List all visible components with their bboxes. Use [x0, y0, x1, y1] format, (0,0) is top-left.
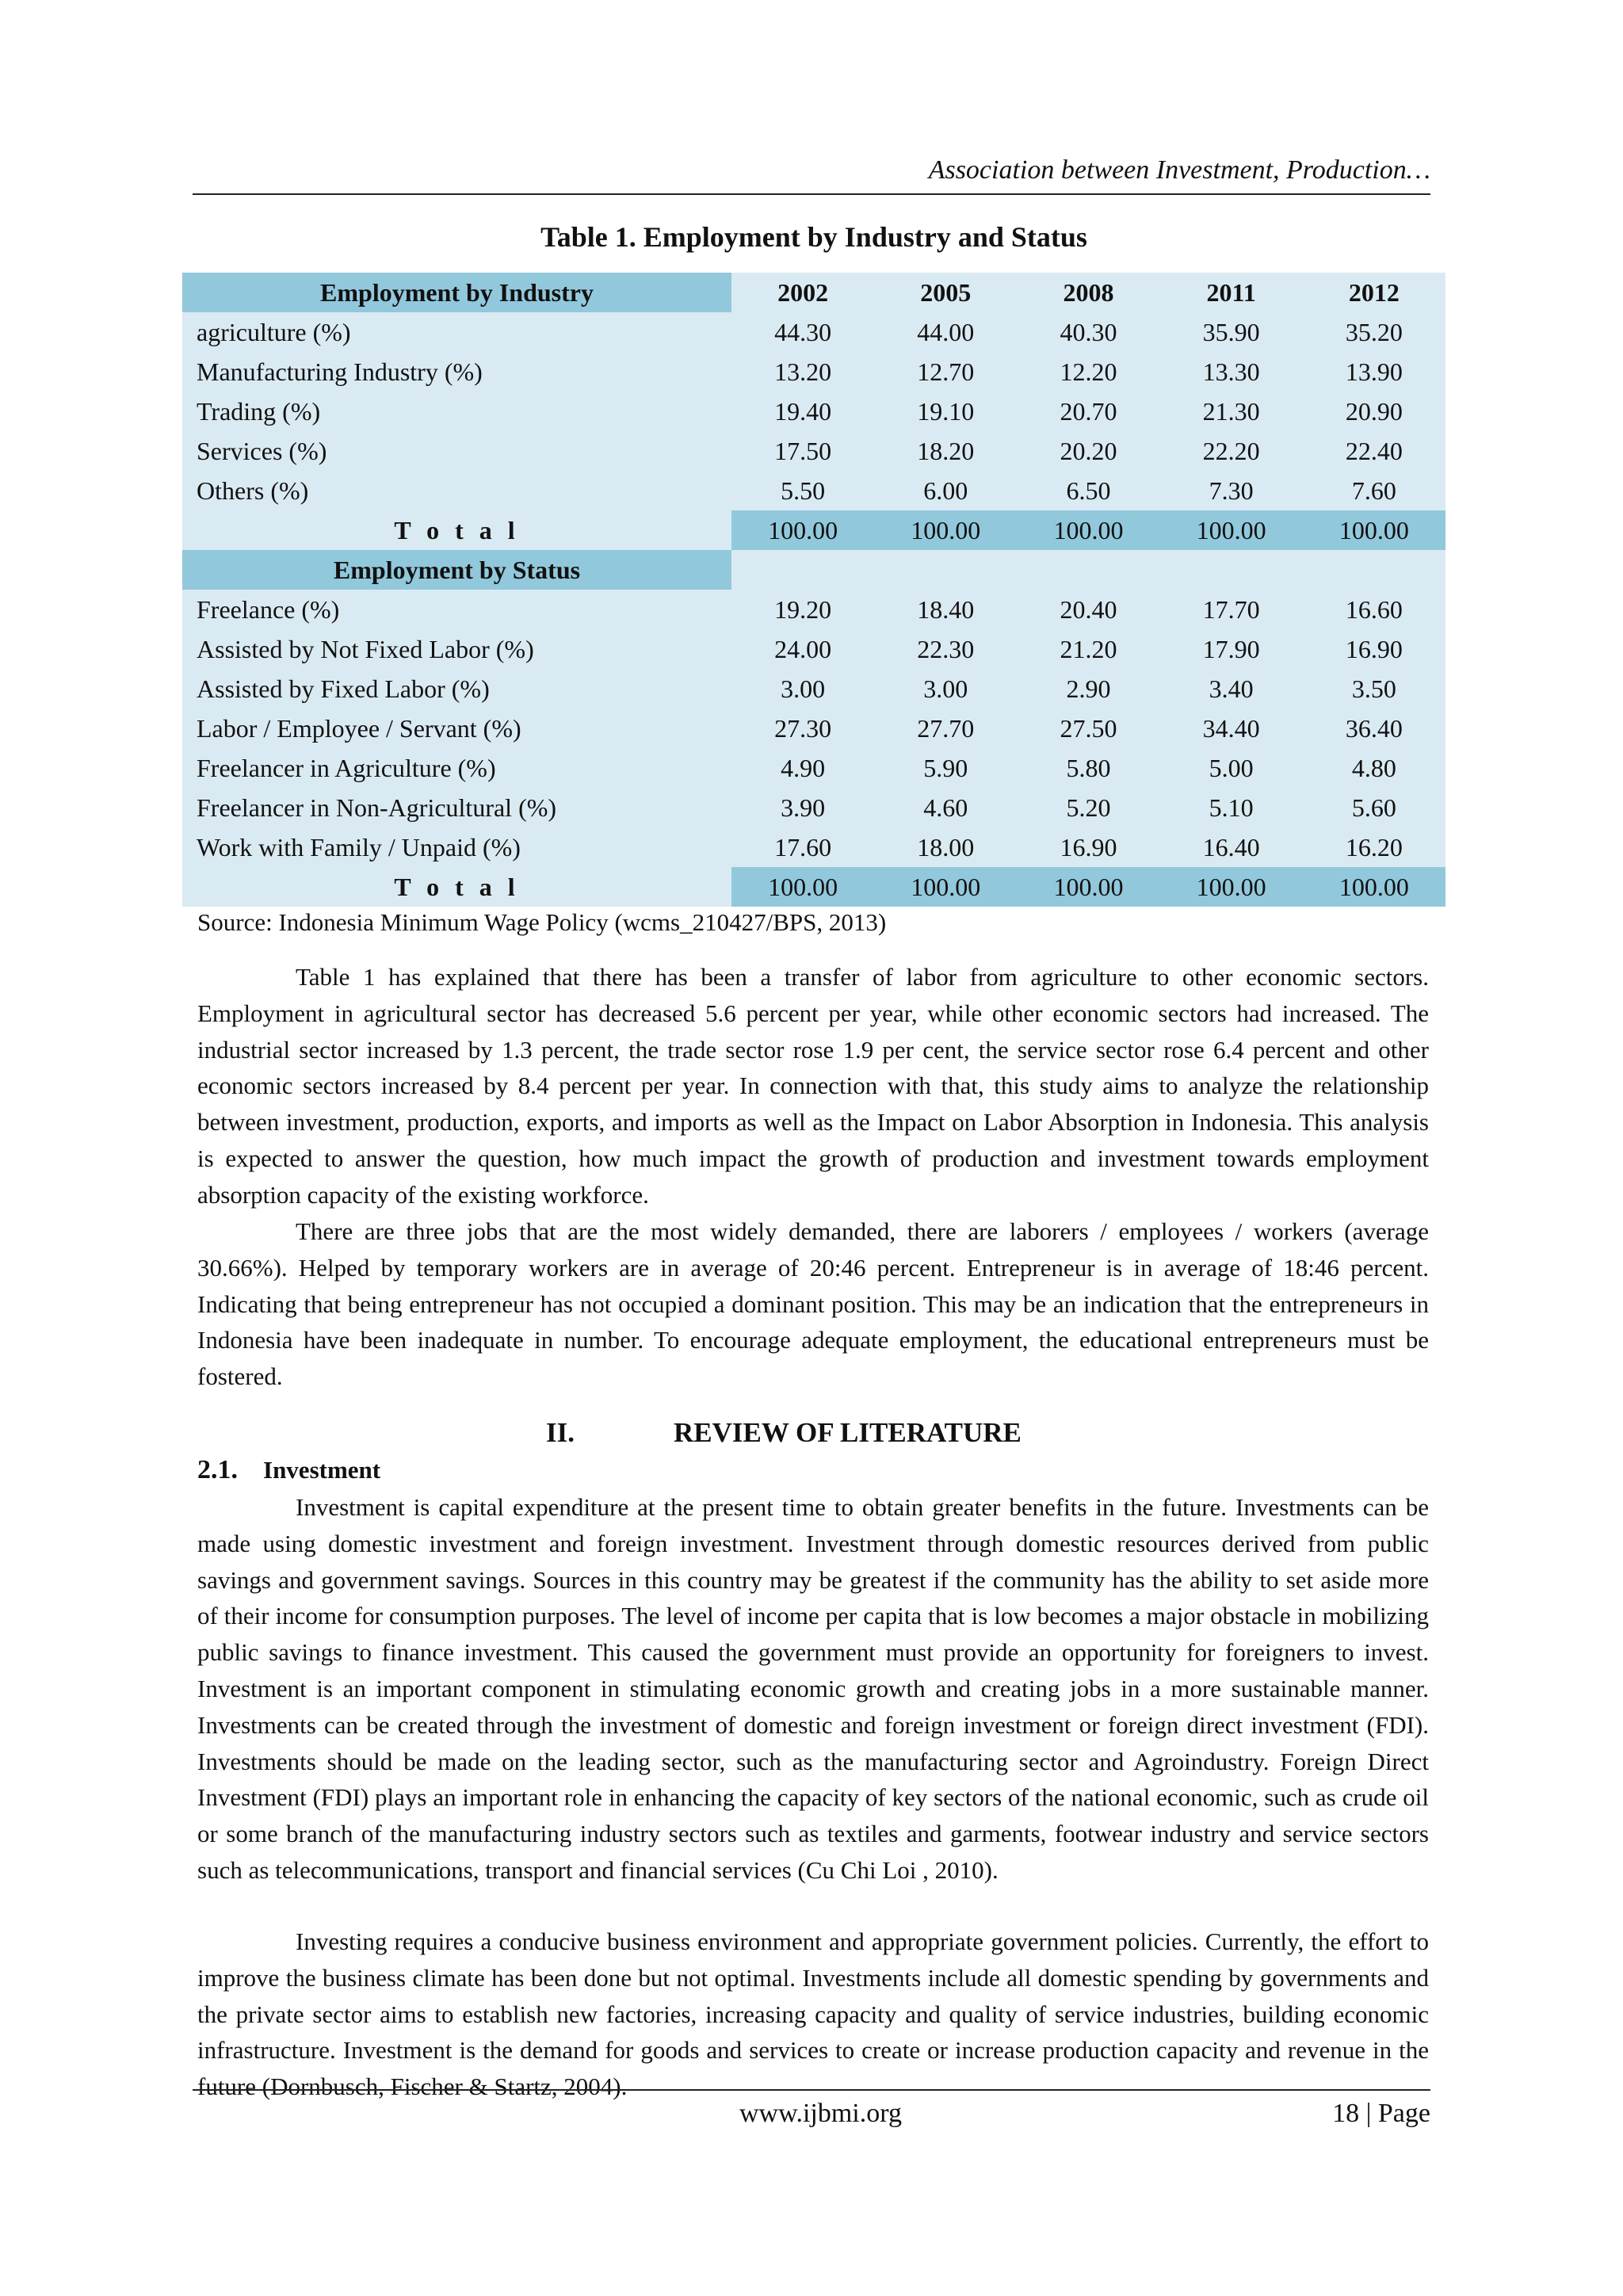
table-cell: 17.90 [1160, 629, 1303, 669]
section-heading [197, 1417, 1429, 1454]
row-label: Labor / Employee / Servant (%) [182, 709, 731, 748]
table-cell: 16.90 [1303, 629, 1445, 669]
table-cell: 36.40 [1303, 709, 1445, 748]
table-cell: 24.00 [731, 629, 874, 669]
table-cell: 5.00 [1160, 748, 1303, 788]
table-source: Source: Indonesia Minimum Wage Policy (wcms_210427/BPS, 2013) [197, 908, 887, 936]
table-cell: 27.70 [874, 709, 1017, 748]
total-cell: 100.00 [1017, 510, 1159, 550]
table-cell: 2.90 [1017, 669, 1159, 709]
table-cell: 12.70 [874, 352, 1017, 392]
table-cell: 20.70 [1017, 392, 1159, 431]
table-cell: 18.40 [874, 590, 1017, 629]
employment-table-body [182, 273, 1445, 907]
table-cell: 19.20 [731, 590, 874, 629]
table-cell: 19.10 [874, 392, 1017, 431]
total-cell: 100.00 [1017, 867, 1159, 907]
paragraph-4: Investing requires a conducive business environment and appropriate government policies. Currently, the effort to improve the business climate has been done but not optimal. Investments include all domestic spending by governments and the private sector aims to establish new factories, increasing capacity and quality of service industries, building economic infrastructure. Investment is the demand for goods and services to create or increase production capacity and revenue in the future (Dornbusch, Fischer & Startz, 2004). [197, 1927, 1429, 2101]
year-header-cell: 2011 [1160, 273, 1303, 312]
table-cell: 4.90 [731, 748, 874, 788]
table-row [182, 827, 1445, 867]
table-cell: 5.80 [1017, 748, 1159, 788]
total-cell: 100.00 [874, 867, 1017, 907]
table-cell: 4.80 [1303, 748, 1445, 788]
table-cell: 7.30 [1160, 471, 1303, 510]
row-label: Freelancer in Agriculture (%) [182, 748, 731, 788]
table-row [182, 471, 1445, 510]
year-header-cell: 2008 [1017, 273, 1159, 312]
table-header-row [182, 550, 1445, 590]
table-row [182, 709, 1445, 748]
page-header [193, 151, 1430, 195]
table-cell: 18.00 [874, 827, 1017, 867]
table-cell: 21.20 [1017, 629, 1159, 669]
row-label: Freelance (%) [182, 590, 731, 629]
year-header-cell: 2012 [1303, 273, 1445, 312]
row-label: Services (%) [182, 431, 731, 471]
subsection-heading [197, 1455, 380, 1485]
table-cell: 17.50 [731, 431, 874, 471]
total-cell: 100.00 [1303, 867, 1445, 907]
table-cell: 5.90 [874, 748, 1017, 788]
table-cell: 3.40 [1160, 669, 1303, 709]
table-cell: 5.50 [731, 471, 874, 510]
table-cell: 20.20 [1017, 431, 1159, 471]
row-label: Trading (%) [182, 392, 731, 431]
table-cell: 44.00 [874, 312, 1017, 352]
row-label: Work with Family / Unpaid (%) [182, 827, 731, 867]
row-label: Assisted by Fixed Labor (%) [182, 669, 731, 709]
total-cell: 100.00 [1160, 510, 1303, 550]
footer-page-number: 18 | Page [1332, 2099, 1430, 2128]
table-cell: 40.30 [1017, 312, 1159, 352]
row-label: agriculture (%) [182, 312, 731, 352]
table-cell: 3.00 [731, 669, 874, 709]
table-row [182, 431, 1445, 471]
table-cell: 44.30 [731, 312, 874, 352]
empty-cell [874, 550, 1017, 590]
table-cell: 22.20 [1160, 431, 1303, 471]
table-cell: 5.20 [1017, 788, 1159, 827]
empty-cell [1160, 550, 1303, 590]
table-cell: 18.20 [874, 431, 1017, 471]
footer-website: www.ijbmi.org [739, 2099, 902, 2128]
table-row [182, 669, 1445, 709]
table-cell: 3.50 [1303, 669, 1445, 709]
table-caption: Table 1. Employment by Industry and Status [540, 221, 1087, 253]
row-label: Others (%) [182, 471, 731, 510]
total-cell: 100.00 [1160, 867, 1303, 907]
table-cell: 16.40 [1160, 827, 1303, 867]
table-cell: 5.10 [1160, 788, 1303, 827]
subsection-title: Investment [263, 1456, 381, 1484]
table-cell: 16.20 [1303, 827, 1445, 867]
empty-cell [731, 550, 874, 590]
section-number: II. [546, 1417, 575, 1448]
table-cell: 6.00 [874, 471, 1017, 510]
section-header-cell: Employment by Status [182, 550, 731, 590]
table-row [182, 748, 1445, 788]
table-cell: 19.40 [731, 392, 874, 431]
table-cell: 13.30 [1160, 352, 1303, 392]
table-cell: 13.20 [731, 352, 874, 392]
total-row [182, 510, 1445, 550]
subsection-number: 2.1. [197, 1455, 238, 1484]
paragraph-2: There are three jobs that are the most widely demanded, there are laborers / employees / workers (average 30.66%). Helped by temporary workers are in average of 20:46 percent. Entrepreneur is in average of 18:46 percent. Indicating that being entrepreneur has not occupied a dominant position. This may be an indication that the entrepreneurs in Indonesia have been inadequate in number. To encourage adequate employment, the educational entrepreneurs must be fostered. [197, 1217, 1429, 1391]
total-row [182, 867, 1445, 907]
table-row [182, 629, 1445, 669]
table-cell: 16.60 [1303, 590, 1445, 629]
table-cell: 20.90 [1303, 392, 1445, 431]
table-cell: 7.60 [1303, 471, 1445, 510]
paragraph-1: Table 1 has explained that there has been a transfer of labor from agriculture to other economic sectors. Employment in agricultural sector has decreased 5.6 percent per year, while other economic sectors had increased. The industrial sector increased by 1.3 percent, the trade sector rose 1.9 per cent, the service sector rose 6.4 percent and other economic sectors increased by 8.4 percent per year. In connection with that, this study aims to analyze the relationship between investment, production, exports, and imports as well as the Impact on Labor Absorption in Indonesia. This analysis is expected to answer the question, how much impact the growth of production and investment towards employment absorption capacity of the existing workforce. [197, 963, 1429, 1209]
empty-cell [1017, 550, 1159, 590]
table-row [182, 312, 1445, 352]
table-cell: 21.30 [1160, 392, 1303, 431]
table-row [182, 352, 1445, 392]
section-title: REVIEW OF LITERATURE [674, 1417, 1022, 1448]
table-cell: 6.50 [1017, 471, 1159, 510]
table-cell: 27.30 [731, 709, 874, 748]
table-cell: 16.90 [1017, 827, 1159, 867]
table-cell: 17.60 [731, 827, 874, 867]
table-cell: 17.70 [1160, 590, 1303, 629]
total-cell: 100.00 [1303, 510, 1445, 550]
year-header-cell: 2005 [874, 273, 1017, 312]
table-row [182, 392, 1445, 431]
total-cell: 100.00 [874, 510, 1017, 550]
table-cell: 13.90 [1303, 352, 1445, 392]
table-cell: 20.40 [1017, 590, 1159, 629]
table-row [182, 788, 1445, 827]
table-cell: 5.60 [1303, 788, 1445, 827]
table-cell: 35.90 [1160, 312, 1303, 352]
table-row [182, 590, 1445, 629]
row-label: Freelancer in Non-Agricultural (%) [182, 788, 731, 827]
table-cell: 22.30 [874, 629, 1017, 669]
running-title: Association between Investment, Production… [928, 155, 1430, 185]
table-cell: 22.40 [1303, 431, 1445, 471]
page-footer [193, 2089, 1430, 2138]
table-cell: 12.20 [1017, 352, 1159, 392]
total-label: T o t a l [182, 867, 731, 907]
table-cell: 27.50 [1017, 709, 1159, 748]
employment-table [182, 273, 1445, 907]
total-label: T o t a l [182, 510, 731, 550]
table-header-row [182, 273, 1445, 312]
table-cell: 3.90 [731, 788, 874, 827]
total-cell: 100.00 [731, 510, 874, 550]
empty-cell [1303, 550, 1445, 590]
table-cell: 35.20 [1303, 312, 1445, 352]
total-cell: 100.00 [731, 867, 874, 907]
table-cell: 3.00 [874, 669, 1017, 709]
row-label: Manufacturing Industry (%) [182, 352, 731, 392]
year-header-cell: 2002 [731, 273, 874, 312]
table-cell: 4.60 [874, 788, 1017, 827]
paragraph-3: Investment is capital expenditure at the present time to obtain greater benefits in the future. Investments can be made using domestic investment and foreign investment. Investment through domestic resources derived from public savings and government savings. Sources in this country may be greatest if the community has the ability to set aside more of their income for consumption purposes. The level of income per capita that is low becomes a major obstacle in mobilizing public savings to finance investment. This caused the government must provide an opportunity for foreigners to invest. Investment is an important component in stimulating economic growth and creating jobs in a more sustainable manner. Investments can be created through the investment of domestic and foreign investment or foreign direct investment (FDI). Investments should be made on the leading sector, such as the manufacturing sector and Agroindustry. Foreign Direct Investment (FDI) plays an important role in enhancing the capacity of key sectors of the national economic, such as crude oil or some branch of the manufacturing industry sectors such as textiles and garments, footwear industry and service sectors such as telecommunications, transport and financial services (Cu Chi Loi , 2010). [197, 1493, 1429, 1884]
row-label: Assisted by Not Fixed Labor (%) [182, 629, 731, 669]
table-cell: 34.40 [1160, 709, 1303, 748]
section-header-cell: Employment by Industry [182, 273, 731, 312]
